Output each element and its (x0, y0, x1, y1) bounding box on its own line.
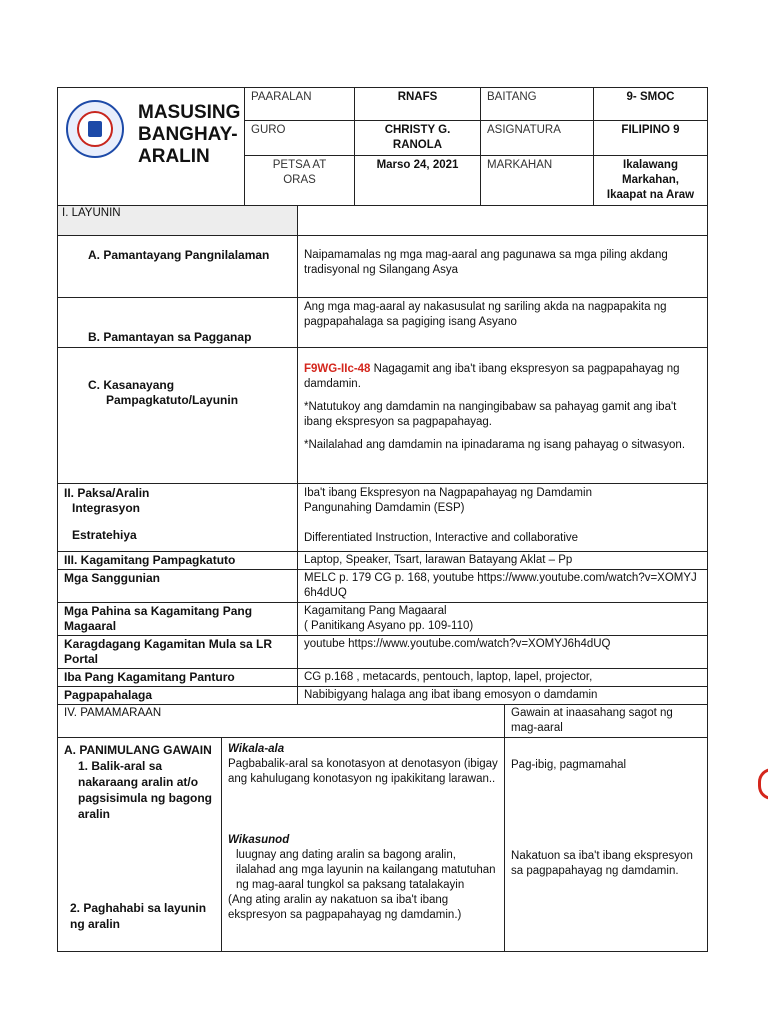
sanggunian-text: MELC p. 179 CG p. 168, youtube https://www.youtube.com/watch?v=XOMYJ6h4dUQ (298, 570, 708, 603)
paksa-aralin-label: II. Paksa/Aralin Integrasyon Estratehiya (58, 484, 298, 552)
baitang-value: 9- SMOC (594, 88, 708, 121)
layunin-heading-blank (298, 206, 708, 236)
wikasunod-text: luugnay ang dating aralin sa bagong aralin, ilalahad ang mga layunin na kailangang matutuhan ng mag-aaral tungkol sa paksang tatalakayin (236, 849, 496, 891)
melc-code: F9WG-IIc-48 (304, 363, 371, 375)
asignatura-value: FILIPINO 9 (594, 121, 708, 156)
wikasunod-heading: Wikasunod (228, 834, 290, 846)
pamamaraan-table (57, 704, 708, 952)
panimulang-gawain-label: A. PANIMULANG GAWAIN 1. Balik-aral sa nakaraang aralin at/o pagsisimula ng bagong aralin 2. Paghahabi sa layunin ng aralin (58, 738, 222, 952)
objective-2: *Nailalahad ang damdamin na ipinadarama ng isang pahayag o sitwasyon. (304, 439, 686, 451)
header-table (57, 87, 708, 206)
sanggunian-label: Mga Sanggunian (58, 570, 298, 603)
paksa-aralin-text: Iba't ibang Ekspresyon na Nagpapahayag ng Damdamin Pangunahing Damdamin (ESP) Differentiated Instruction, Interactive and collaborative (298, 484, 708, 552)
red-annotation-mark (758, 768, 768, 800)
lesson-plan-document (57, 87, 707, 952)
sagot-2: Nakatuon sa iba't ibang ekspresyon sa pagpapahayag ng damdamin. (511, 850, 693, 877)
baitang-label: BAITANG (481, 88, 594, 121)
pamantayang-pangnilalaman-text: Naipamamalas ng mga mag-aaral ang pagunawa sa mga piling akdang tradisyonal ng Silangang Asya (298, 236, 708, 298)
deped-seal-icon (66, 100, 124, 158)
iba-pang-kagamitan-label: Iba Pang Kagamitang Panturo (58, 669, 298, 687)
karagdagang-kagamitan-text: youtube https://www.youtube.com/watch?v=XOMYJ6h4dUQ (298, 636, 708, 669)
iba-pang-kagamitan-text: CG p.168 , metacards, pentouch, laptop, lapel, projector, (298, 669, 708, 687)
panimulang-gawain-procedure (222, 738, 505, 952)
markahan-value: Ikalawang Markahan, Ikaapat na Araw (594, 156, 708, 206)
title-cell (58, 88, 245, 206)
guro-value: CHRISTY G. RANOLA (355, 121, 481, 156)
pamantayan-sa-pagganap-text: Ang mga mag-aaral ay nakasusulat ng sariling akda na nagpapakita ng pagpapahalaga sa pagiging isang Asyano (298, 298, 708, 348)
pamantayan-sa-pagganap-label: B. Pamantayan sa Pagganap (58, 298, 298, 348)
karagdagang-kagamitan-label: Karagdagang Kagamitan Mula sa LR Portal (58, 636, 298, 669)
petsa-label: PETSA AT ORAS (245, 156, 355, 206)
pagpapahalaga-label: Pagpapahalaga (58, 687, 298, 705)
pamantayang-pangnilalaman-label: A. Pamantayang Pangnilalaman (58, 236, 298, 298)
inaasahang-sagot (505, 738, 708, 952)
layunin-heading: I. LAYUNIN (58, 206, 298, 236)
objective-1: *Natutukoy ang damdamin na nangingibabaw sa pahayag gamit ang iba't ibang ekspresyon sa pagpapahayag. (304, 401, 677, 428)
sagot-1: Pag-ibig, pagmamahal (511, 759, 627, 771)
wikala-ala-heading: Wikala-ala (228, 743, 285, 755)
petsa-value: Marso 24, 2021 (355, 156, 481, 206)
mga-pahina-text: Kagamitang Pang Magaaral ( Panitikang Asyano pp. 109-110) (298, 603, 708, 636)
gawain-heading: Gawain at inaasahang sagot ng mag-aaral (505, 705, 708, 738)
wikasunod-note: (Ang ating aralin ay nakatuon sa iba't ibang ekspresyon sa pagpapahayag ng damdamin.) (228, 894, 462, 921)
kagamitang-pampagkatuto-label: III. Kagamitang Pampagkatuto (58, 552, 298, 570)
mga-pahina-label: Mga Pahina sa Kagamitang Pang Magaaral (58, 603, 298, 636)
kasanayang-pampagkatuto-text: F9WG-IIc-48 Nagagamit ang iba't ibang ekspresyon sa pagpapahayag ng damdamin. *Natutukoy ang damdamin na nangingibabaw sa pahayag gamit ang iba't ibang ekspresyon sa pagpapahayag. *Nailalahad ang damdamin na ipinadarama ng isang pahayag o sitwasyon. (298, 348, 708, 484)
asignatura-label: ASIGNATURA (481, 121, 594, 156)
body-table (57, 205, 708, 705)
kagamitang-pampagkatuto-text: Laptop, Speaker, Tsart, larawan Batayang Aklat – Pp (298, 552, 708, 570)
document-title: MASUSING BANGHAY- ARALIN (138, 102, 241, 167)
kasanayang-pampagkatuto-label: C. Kasanayang Pampagkatuto/Layunin (58, 348, 298, 484)
wikala-ala-text: Pagbabalik-aral sa konotasyon at denotasyon (ibigay ang kahulugang konotasyon ng ipakikitang larawan.. (228, 758, 498, 785)
guro-label: GURO (245, 121, 355, 156)
paaralan-label: PAARALAN (245, 88, 355, 121)
markahan-label: MARKAHAN (481, 156, 594, 206)
pagpapahalaga-text: Nabibigyang halaga ang ibat ibang emosyon o damdamin (298, 687, 708, 705)
pamamaraan-heading: IV. PAMAMARAAN (58, 705, 505, 738)
paaralan-value: RNAFS (355, 88, 481, 121)
